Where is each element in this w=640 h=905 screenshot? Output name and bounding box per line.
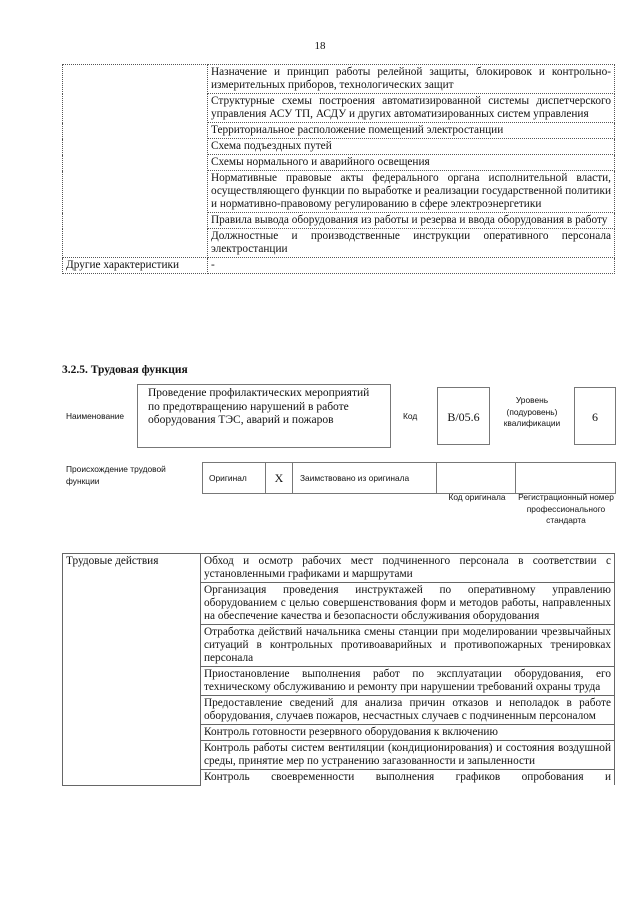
section-heading: 3.2.5. Трудовая функция — [62, 364, 188, 376]
table-cell: Назначение и принцип работы релейной защиты, блокировок и контрольно-измерительных приборов, технологических защит — [208, 65, 615, 94]
table-cell: Структурные схемы построения автоматизированной системы диспетчерского управления АСУ ТП, АСДУ и других автоматизированных систем управления — [208, 94, 615, 123]
table-cell: Нормативные правовые акты федерального органа исполнительной власти, осуществляющего функции по выработке и реализации государственной политики и нормативно-правовому регулированию в сфере электроэнергетики — [208, 171, 615, 213]
original-mark-cell — [265, 462, 293, 494]
labor-actions-label: Трудовые действия — [63, 554, 201, 786]
level-label: Уровень (подуровень) квалификации — [503, 395, 561, 428]
other-characteristics-label: Другие характеристики — [63, 258, 208, 274]
labor-actions-table — [62, 553, 615, 786]
table-row — [63, 65, 615, 94]
reg-number-caption: Регистрационный номер профессионального стандарта — [518, 492, 614, 525]
original-code-caption: Код оригинала — [448, 492, 506, 502]
table-cell: Контроль готовности резервного оборудования к включению — [201, 725, 615, 741]
code-value: B/05.6 — [447, 410, 480, 424]
borrowed-label: Заимствовано из оригинала — [300, 473, 410, 483]
label-cell-empty — [63, 65, 208, 258]
original-label: Оригинал — [209, 473, 247, 483]
table-cell: Схема подъездных путей — [208, 139, 615, 155]
origin-label: Происхождение трудовой функции — [66, 464, 166, 486]
function-name-box — [137, 384, 391, 448]
table-cell: Отработка действий начальника смены станции при моделировании чрезвычайных ситуаций в контрольных противоаварийных и противопожарных тренировках персонала — [201, 625, 615, 667]
other-characteristics-value: - — [208, 258, 615, 274]
function-name-value: Проведение профилактических мероприятий по предотвращению нарушений в работе оборудования ТЭС, аварий и пожаров — [148, 387, 370, 426]
table-cell: Обход и осмотр рабочих мест подчиненного персонала в соответствии с установленными графиками и маршрутами — [201, 554, 615, 583]
level-box — [574, 387, 616, 445]
borrowed-cell — [292, 462, 437, 494]
name-label: Наименование — [66, 411, 125, 421]
table-cell: Территориальное расположение помещений электростанции — [208, 123, 615, 139]
original-code-cell — [436, 462, 516, 494]
table-cell: Контроль своевременности выполнения графиков опробования и — [201, 770, 615, 786]
table-cell: Контроль работы систем вентиляции (кондиционирования) и состояния воздушной среды, принятие мер по устранению загазованности и запыленности — [201, 741, 615, 770]
code-box — [437, 387, 490, 445]
table-row — [63, 554, 615, 583]
level-value: 6 — [592, 410, 598, 424]
table-cell: Схемы нормального и аварийного освещения — [208, 155, 615, 171]
table-cell: Предоставление сведений для анализа причин отказов и неполадок в работе оборудования, случаев пожаров, несчастных случаев с подчиненным персоналом — [201, 696, 615, 725]
table-cell: Приостановление выполнения работ по эксплуатации оборудования, его техническому обслуживанию и ремонту при нарушении требований охраны труда — [201, 667, 615, 696]
code-label: Код — [403, 411, 418, 421]
table-cell: Организация проведения инструктажей по оперативному управлению оборудованием с целью совершенствования форм и методов работы, направленных на обеспечение качества и безопасности обслуживания оборудования — [201, 583, 615, 625]
table-cell: Правила вывода оборудования из работы и резерва и ввода оборудования в работу — [208, 213, 615, 229]
table-cell: Должностные и производственные инструкции оперативного персонала электростанции — [208, 229, 615, 258]
knowledge-table — [62, 64, 615, 274]
original-cell — [202, 462, 266, 494]
table-row — [63, 258, 615, 274]
page-number: 18 — [314, 40, 326, 52]
reg-number-cell — [515, 462, 616, 494]
original-mark: X — [274, 471, 284, 485]
